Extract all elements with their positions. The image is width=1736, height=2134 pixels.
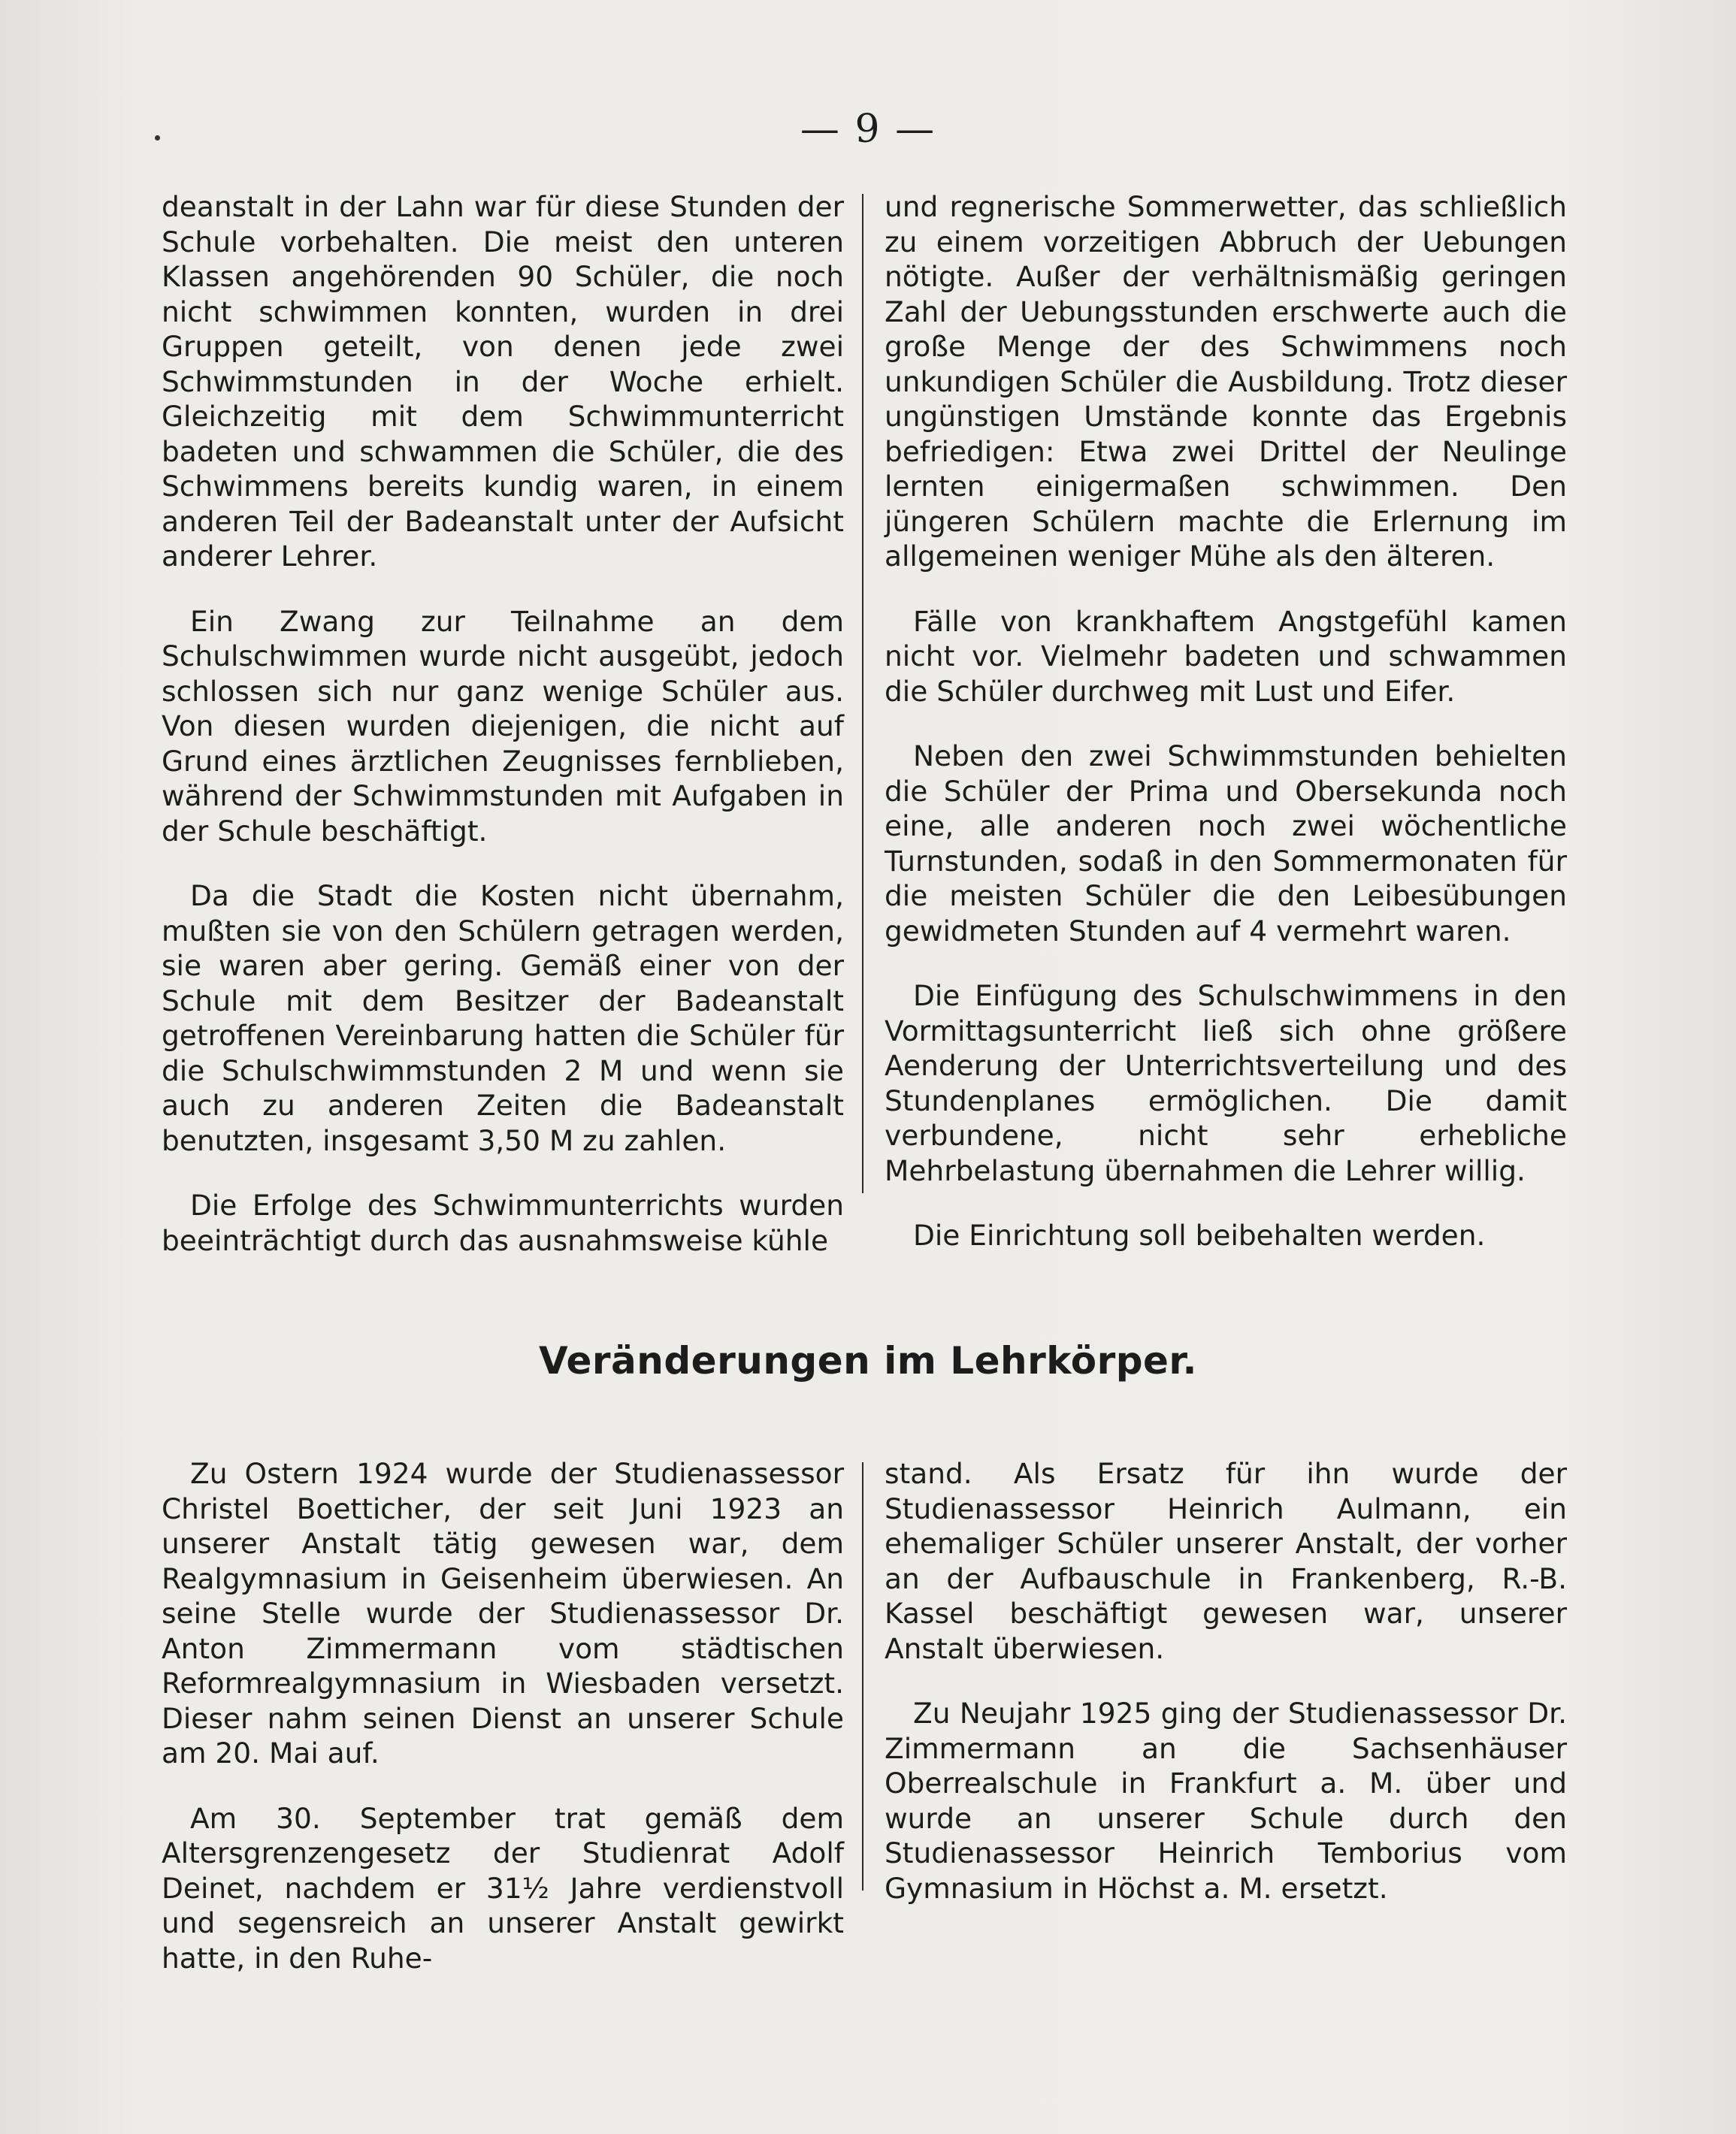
paragraph: stand. Als Ersatz für ihn wurde der Studienassessor Heinrich Aulmann, ein ehemaliger Schüler unserer Anstalt, der vorher an der Aufbauschule in Frankenberg, R.-B. Kassel beschäftigt gewesen war, unserer Anstalt überwiesen. bbox=[885, 1457, 1567, 1665]
paragraph: Zu Neujahr 1925 ging der Studienassessor Dr. Zimmermann an die Sachsenhäuser Oberrealschule in Frankfurt a. M. über und wurde an unserer Schule durch den Studienassessor Heinrich Temborius vom Gymnasium in Höchst a. M. ersetzt. bbox=[885, 1697, 1567, 1905]
column-divider bbox=[862, 194, 863, 1193]
paragraph: Die Einrichtung soll beibehalten werden. bbox=[913, 1219, 1486, 1252]
page-number: — 9 — bbox=[800, 107, 936, 152]
paragraph: Ein Zwang zur Teilnahme an dem Schulschwimmen wurde nicht ausgeübt, jedoch schlossen sich nur ganz wenige Schüler aus. Von diesen wurden diejenigen, die nicht auf Grund eines ärztlichen Zeugnisses fernblieben, während der Schwimmstunden mit Aufgaben in der Schule beschäftigt. bbox=[162, 604, 844, 848]
column-divider bbox=[862, 1462, 863, 1891]
paragraph: Die Einfügung des Schulschwimmens in den Vormittagsunterricht ließ sich ohne größere Aenderung der Unterrichtsverteilung und des Stundenplanes ermöglichen. Die damit verbundene, nicht sehr erhebliche Mehrbelastung übernahmen die Lehrer willig. bbox=[885, 979, 1567, 1187]
top-right-column bbox=[885, 189, 1567, 1253]
paragraph: Da die Stadt die Kosten nicht übernahm, mußten sie von den Schülern getragen werden, sie waren aber gering. Gemäß einer von der Schule mit dem Besitzer der Badeanstalt getroffenen Vereinbarung hatten die Schüler für die Schulschwimmstunden 2 M und wenn sie auch zu anderen Zeiten die Badeanstalt benutzten, insgesamt 3,50 M zu zahlen. bbox=[162, 879, 844, 1157]
bottom-left-column bbox=[162, 1456, 844, 1975]
bottom-right-column bbox=[885, 1456, 1567, 1906]
paragraph: Zu Ostern 1924 wurde der Studienassessor Christel Boetticher, der seit Juni 1923 an unserer Anstalt tätig gewesen war, dem Realgymnasium in Geisenheim überwiesen. An seine Stelle wurde der Studienassessor Dr. Anton Zimmermann vom städtischen Reformrealgymnasium in Wiesbaden versetzt. Dieser nahm seinen Dienst an unserer Schule am 20. Mai auf. bbox=[162, 1457, 844, 1770]
paragraph: Neben den zwei Schwimmstunden behielten die Schüler der Prima und Obersekunda noch eine, alle anderen noch zwei wöchentliche Turnstunden, sodaß in den Sommermonaten für die meisten Schüler die den Leibesübungen gewidmeten Stunden auf 4 vermehrt waren. bbox=[885, 739, 1567, 948]
top-left-column bbox=[162, 189, 844, 1258]
paragraph: deanstalt in der Lahn war für diese Stunden der Schule vorbehalten. Die meist den unteren Klassen angehörenden 90 Schüler, die noch nicht schwimmen konnten, wurden in drei Gruppen geteilt, von denen jede zwei Schwimmstunden in der Woche erhielt. Gleichzeitig mit dem Schwimmunterricht badeten und schwammen die Schüler, die des Schwimmens bereits kundig waren, in einem anderen Teil der Badeanstalt unter der Aufsicht anderer Lehrer. bbox=[162, 190, 844, 573]
section-heading: Veränderungen im Lehrkörper. bbox=[539, 1339, 1197, 1383]
paragraph: Fälle von krankhaftem Angstgefühl kamen nicht vor. Vielmehr badeten und schwammen die Schüler durchweg mit Lust und Eifer. bbox=[885, 604, 1567, 708]
paragraph: und regnerische Sommerwetter, das schließlich zu einem vorzeitigen Abbruch der Uebungen nötigte. Außer der verhältnismäßig geringen Zahl der Uebungsstunden erschwerte auch die große Menge der des Schwimmens noch unkundigen Schüler die Ausbildung. Trotz dieser ungünstigen Umstände konnte das Ergebnis befriedigen: Etwa zwei Drittel der Neulinge lernten einigermaßen schwimmen. Den jüngeren Schülern machte die Erlernung im allgemeinen weniger Mühe als den älteren. bbox=[885, 190, 1567, 573]
paragraph: Die Erfolge des Schwimmunterrichts wurden beeinträchtigt durch das ausnahmsweise kühle bbox=[162, 1189, 844, 1257]
paragraph: Am 30. September trat gemäß dem Altersgrenzengesetz der Studienrat Adolf Deinet, nachdem er 31½ Jahre verdienstvoll und segensreich an unserer Anstalt gewirkt hatte, in den Ruhe- bbox=[162, 1801, 844, 1975]
